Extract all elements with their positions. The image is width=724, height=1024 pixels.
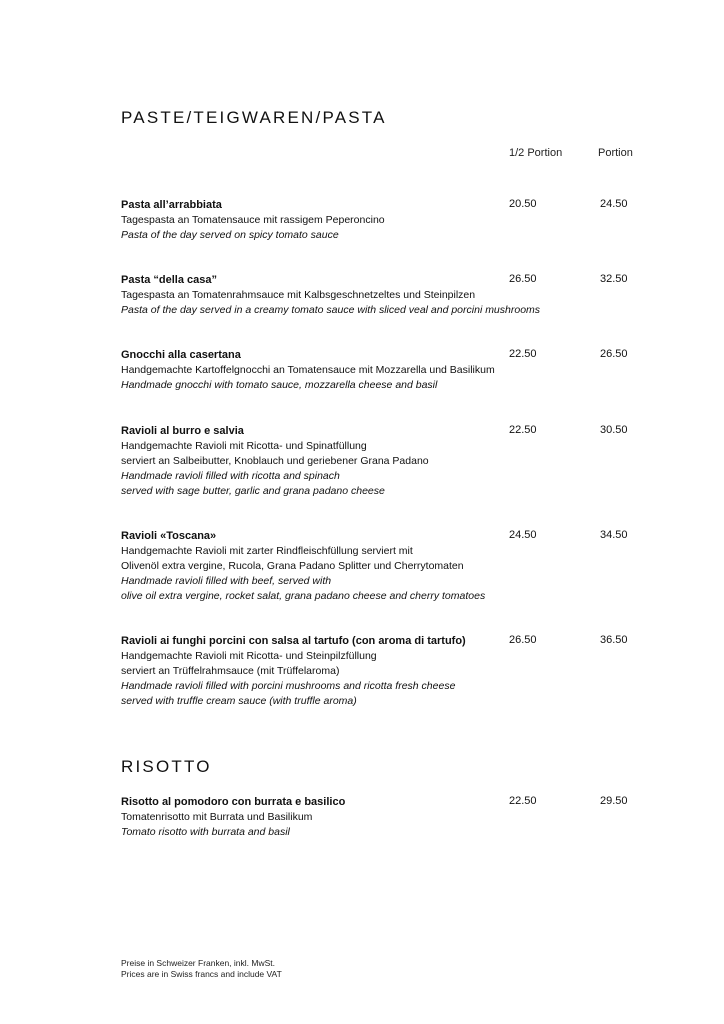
pasta-section-title: PASTE/TEIGWAREN/PASTA (121, 108, 387, 127)
menu-item (121, 634, 661, 709)
price-half-portion: 24.50 (509, 529, 537, 541)
price-half-portion: 20.50 (509, 198, 537, 210)
menu-item (121, 795, 661, 840)
dish-name: Risotto al pomodoro con burrata e basilico (121, 796, 346, 808)
price-portion: 26.50 (600, 348, 628, 360)
price-portion: 34.50 (600, 529, 628, 541)
price-half-portion: 22.50 (509, 348, 537, 360)
price-portion: 24.50 (600, 198, 628, 210)
price-portion: 36.50 (600, 634, 628, 646)
dish-description-en: Handmade gnocchi with tomato sauce, mozzarella cheese and basil (121, 379, 438, 391)
price-portion: 30.50 (600, 424, 628, 436)
dish-description-en: Handmade ravioli filled with porcini mushrooms and ricotta fresh cheese (121, 680, 456, 692)
dish-name: Ravioli «Toscana» (121, 530, 217, 542)
menu-item (121, 198, 661, 243)
dish-description-en: served with sage butter, garlic and grana padano cheese (121, 485, 385, 497)
dish-description-en: Pasta of the day served on spicy tomato sauce (121, 229, 339, 241)
dish-description-de: serviert an Salbeibutter, Knoblauch und geriebener Grana Padano (121, 455, 429, 467)
dish-description-de: Tagespasta an Tomatenrahmsauce mit Kalbsgeschnetzeltes und Steinpilzen (121, 289, 476, 301)
risotto-section-title: RISOTTO (121, 757, 212, 776)
footnote-de: Preise in Schweizer Franken, inkl. MwSt. (121, 958, 275, 968)
dish-description-en: Handmade ravioli filled with ricotta and spinach (121, 470, 340, 482)
price-footnote (121, 958, 282, 980)
price-half-portion: 22.50 (509, 795, 537, 807)
price-portion: 29.50 (600, 795, 628, 807)
price-half-portion: 26.50 (509, 273, 537, 285)
dish-description-de: Handgemachte Ravioli mit Ricotta- und Steinpilzfüllung (121, 650, 377, 662)
dish-name: Gnocchi alla casertana (121, 349, 241, 361)
menu-item (121, 424, 661, 499)
price-half-portion: 22.50 (509, 424, 537, 436)
price-portion: 32.50 (600, 273, 628, 285)
dish-description-de: Handgemachte Kartoffelgnocchi an Tomatensauce mit Mozzarella und Basilikum (121, 364, 495, 376)
dish-description-en: Handmade ravioli filled with beef, served with (121, 575, 332, 587)
dish-name: Pasta “della casa” (121, 274, 218, 286)
dish-description-en: Tomato risotto with burrata and basil (121, 826, 290, 838)
dish-description-de: Tagespasta an Tomatensauce mit rassigem Peperoncino (121, 214, 385, 226)
dish-description-de: Handgemachte Ravioli mit Ricotta- und Spinatfüllung (121, 440, 367, 452)
portion-column-header: Portion (598, 147, 633, 159)
dish-name: Ravioli ai funghi porcini con salsa al tartufo (con aroma di tartufo) (121, 635, 466, 647)
dish-name: Ravioli al burro e salvia (121, 425, 244, 437)
price-half-portion: 26.50 (509, 634, 537, 646)
dish-name: Pasta all’arrabbiata (121, 199, 222, 211)
menu-item (121, 348, 661, 393)
half-portion-column-header: 1/2 Portion (509, 147, 563, 159)
dish-description-en: olive oil extra vergine, rocket salat, grana padano cheese and cherry tomatoes (121, 590, 486, 602)
dish-description-en: Pasta of the day served in a creamy tomato sauce with sliced veal and porcini mushrooms (121, 304, 541, 316)
dish-description-de: Tomatenrisotto mit Burrata und Basilikum (121, 811, 313, 823)
menu-item (121, 273, 661, 318)
dish-description-de: Olivenöl extra vergine, Rucola, Grana Padano Splitter und Cherrytomaten (121, 560, 464, 572)
menu-item (121, 529, 661, 604)
footnote-en: Prices are in Swiss francs and include VAT (121, 969, 282, 979)
dish-description-en: served with truffle cream sauce (with truffle aroma) (121, 695, 357, 707)
dish-description-de: Handgemachte Ravioli mit zarter Rindfleischfüllung serviert mit (121, 545, 413, 557)
dish-description-de: serviert an Trüffelrahmsauce (mit Trüffelaroma) (121, 665, 340, 677)
